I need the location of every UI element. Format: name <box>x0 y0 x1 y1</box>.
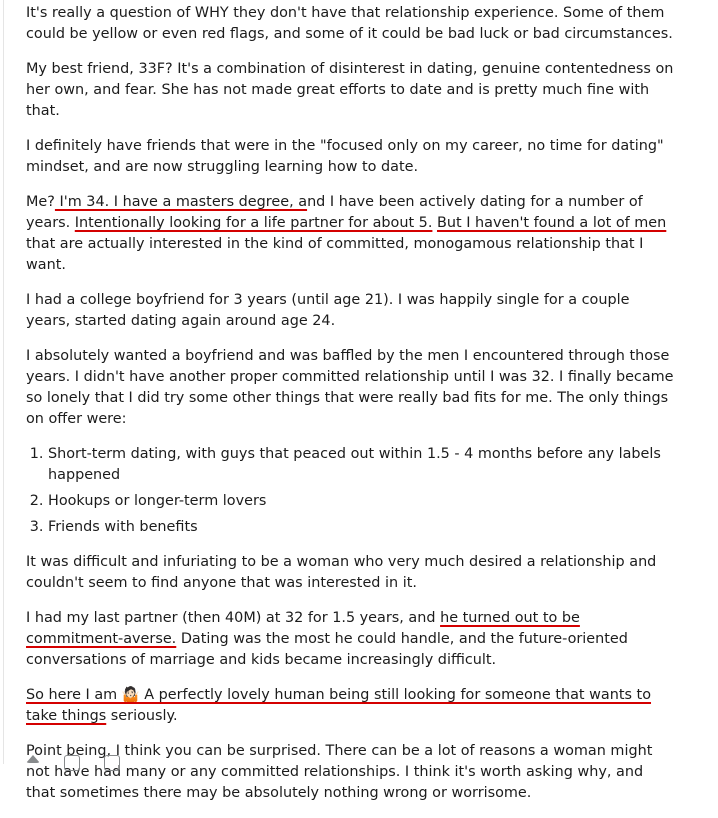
text-segment: Dating was the most he could handle, and the future-oriented conversations of marriage and kids became increasingly difficult. <box>26 631 628 668</box>
comment-actions <box>26 755 120 767</box>
highlighted-text: Intentionally looking for a life partner for about 5. <box>74 215 433 231</box>
downvote-icon[interactable] <box>64 755 80 771</box>
text-segment: nd I have been actively dating for a number of years. <box>26 194 643 231</box>
text-segment: seriously. <box>106 708 178 724</box>
list-item: 1. Short-term dating, with guys that peaced out within 1.5 - 4 months before any labels happened <box>48 444 676 486</box>
highlighted-text: he turned out to be commitment-averse. <box>26 610 580 647</box>
reply-icon[interactable] <box>104 755 120 771</box>
text-segment: Me? <box>26 194 55 210</box>
paragraph-3: I definitely have friends that were in the "focused only on my career, no time for dating" mindset, and are now struggling learning how to date. <box>26 138 664 175</box>
paragraph-8 <box>26 608 676 671</box>
highlighted-text: So here I am 🤷🏻 A perfectly lovely human being still looking for someone that wants to take things <box>26 687 652 724</box>
paragraph-6: I absolutely wanted a boyfriend and was baffled by the men I encountered through those years. I didn't have another proper committed relationship until I was 32. I finally became so lonely that I did try some other things that were really bad fits for me. The only things on offer were: <box>26 348 674 427</box>
thread-line[interactable] <box>3 0 4 764</box>
paragraph-4 <box>26 192 676 276</box>
options-list <box>26 444 676 538</box>
list-item: 3. Friends with benefits <box>48 517 676 538</box>
upvote-icon[interactable] <box>26 755 40 763</box>
paragraph-9 <box>26 685 676 727</box>
paragraph-1: It's really a question of WHY they don't have that relationship experience. Some of them could be yellow or even red flags, and some of it could be bad luck or bad circumstances. <box>26 5 673 42</box>
comment-body <box>26 3 676 818</box>
list-item: 2. Hookups or longer-term lovers <box>48 491 676 512</box>
paragraph-10: Point being, I think you can be surprised. There can be a lot of reasons a woman might not have had many or any committed relationships. I think it's worth asking why, and that sometimes there may be absolutely nothing wrong or worrisome. <box>26 743 653 801</box>
text-segment: that are actually interested in the kind of committed, monogamous relationship that I want. <box>26 236 644 273</box>
paragraph-5: I had a college boyfriend for 3 years (until age 21). I was happily single for a couple years, started dating again around age 24. <box>26 292 630 329</box>
highlighted-text: But I haven't found a lot of men <box>436 215 667 231</box>
paragraph-7: It was difficult and infuriating to be a woman who very much desired a relationship and couldn't seem to find anyone that was interested in it. <box>26 554 657 591</box>
paragraph-2: My best friend, 33F? It's a combination of disinterest in dating, genuine contentedness on her own, and fear. She has not made great efforts to date and is pretty much fine with that. <box>26 61 674 119</box>
text-segment: I had my last partner (then 40M) at 32 for 1.5 years, and <box>26 610 441 626</box>
highlighted-text: I'm 34. I have a masters degree, a <box>54 194 308 210</box>
